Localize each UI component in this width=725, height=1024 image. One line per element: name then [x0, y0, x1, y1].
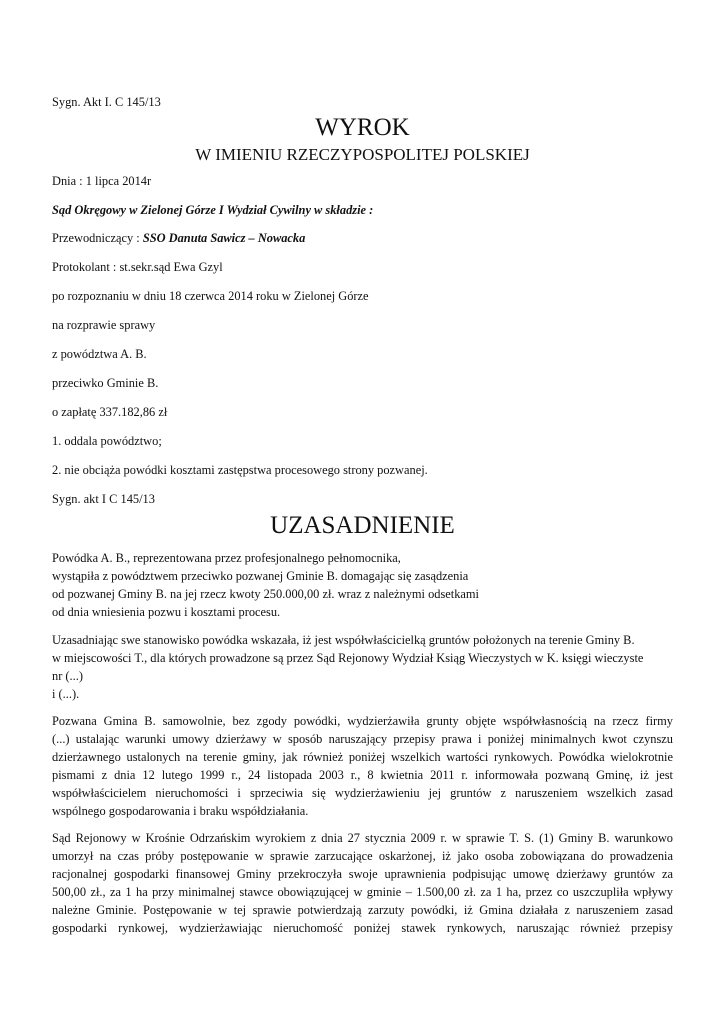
- ruling-item-2: 2. nie obciąża powódki kosztami zastępstwa procesowego strony pozwanej.: [52, 463, 428, 477]
- claim-line: o zapłatę 337.182,86 zł: [52, 405, 168, 419]
- paragraph-line: dzierżawnego ustalonych na terenie gminy, jak również poniżej wszelkich wartości rynkowych. Powódka wielokrotnie: [52, 750, 673, 764]
- paragraph-line: współwłaścicielem nieruchomości i sprzeciwia się wydzierżawieniu jej gruntów z naruszeniem wszelkich zasad: [52, 786, 673, 800]
- justification-paragraph-3: [52, 712, 673, 820]
- paragraph-line: 500,00 zł., za 1 ha przy minimalnej stawce obowiązującej w gminie – 1.500,00 zł. za 1 ha, przez co uszczupliła wpływy: [52, 885, 673, 899]
- hearing-line: po rozpoznaniu w dniu 18 czerwca 2014 roku w Zielonej Górze: [52, 289, 369, 303]
- plaintiff-line: z powództwa A. B.: [52, 347, 147, 361]
- paragraph-line: od pozwanej Gminy B. na jej rzecz kwoty 250.000,00 zł. wraz z należnymi odsetkami: [52, 587, 480, 601]
- justification-paragraph-2: [52, 631, 643, 703]
- paragraph-line: w miejscowości T., dla których prowadzone są przez Sąd Rejonowy Wydział Ksiąg Wieczystych w K. księgi wieczyste: [52, 651, 644, 665]
- paragraph-line: i (...).: [52, 687, 80, 701]
- case-signature-bottom: Sygn. akt I C 145/13: [52, 492, 155, 506]
- justification-title: UZASADNIENIE: [270, 512, 455, 539]
- justification-paragraph-4: [52, 829, 673, 937]
- paragraph-line: Powódka A. B., reprezentowana przez profesjonalnego pełnomocnika,: [52, 551, 401, 565]
- paragraph-line: Sąd Rejonowy w Krośnie Odrzańskim wyrokiem z dnia 27 stycznia 2009 r. w sprawie T. S. (1) Gminy B. warunkowo: [52, 831, 673, 845]
- paragraph-line: wystąpiła z powództwem przeciwko pozwanej Gminie B. domagając się zasądzenia: [52, 569, 469, 583]
- paragraph-line: gospodarki rynkowej, wydzierżawiając nieruchomość poniżej stawek rynkowych, naruszając również przepisy: [52, 921, 673, 935]
- justification-paragraph-1: [52, 549, 479, 621]
- paragraph-line: Uzasadniając swe stanowisko powódka wskazała, iż jest współwłaścicielką gruntów położonych na terenie Gminy B.: [52, 633, 635, 647]
- court-composition: Sąd Okręgowy w Zielonej Górze I Wydział Cywilny w składzie :: [52, 203, 374, 217]
- verdict-subtitle: W IMIENIU RZECZYPOSPOLITEJ POLSKIEJ: [195, 145, 530, 164]
- paragraph-line: należne Gminie. Postępowanie w tej sprawie potwierdzają zarzuty powódki, iż Gmina działała z naruszeniem zasad: [52, 903, 673, 917]
- verdict-title: WYROK: [315, 114, 410, 141]
- paragraph-line: Pozwana Gmina B. samowolnie, bez zgody powódki, wydzierżawiła grunty objęte współwłasnością na rzecz firmy: [52, 714, 673, 728]
- paragraph-line: (...) ustalając warunki umowy dzierżawy w sposób naruszający przepisy prawa i poniżej minimalnych kwot czynszu: [52, 732, 673, 746]
- verdict-date: Dnia : 1 lipca 2014r: [52, 174, 152, 188]
- clerk-line: Protokolant : st.sekr.sąd Ewa Gzyl: [52, 260, 223, 274]
- paragraph-line: racjonalnej gospodarki finansowej Gminy przekroczyła swoje uprawnienia podpisując umowę dzierżawy gruntów za: [52, 867, 673, 881]
- presiding-judge-line: [52, 230, 305, 246]
- paragraph-line: nr (...): [52, 669, 83, 683]
- paragraph-line: wspólnego gospodarowania i braku współdziałania.: [52, 804, 309, 818]
- presiding-judge-name: SSO Danuta Sawicz – Nowacka: [142, 231, 306, 245]
- presiding-label: Przewodniczący :: [52, 231, 143, 245]
- paragraph-line: umorzył na czas próby postępowanie w sprawie zarzucające oskarżonej, iż jako osoba zobowiązana do prowadzenia: [52, 849, 673, 863]
- ruling-item-1: 1. oddala powództwo;: [52, 434, 162, 448]
- paragraph-line: pismami z dnia 12 lutego 1999 r., 24 listopada 2003 r., 8 kwietnia 2011 r. informowała pozwaną Gminę, iż jest: [52, 768, 673, 782]
- case-signature-top: Sygn. Akt I. C 145/13: [52, 95, 161, 109]
- session-line: na rozprawie sprawy: [52, 318, 156, 332]
- paragraph-line: od dnia wniesienia pozwu i kosztami procesu.: [52, 605, 281, 619]
- defendant-line: przeciwko Gminie B.: [52, 376, 159, 390]
